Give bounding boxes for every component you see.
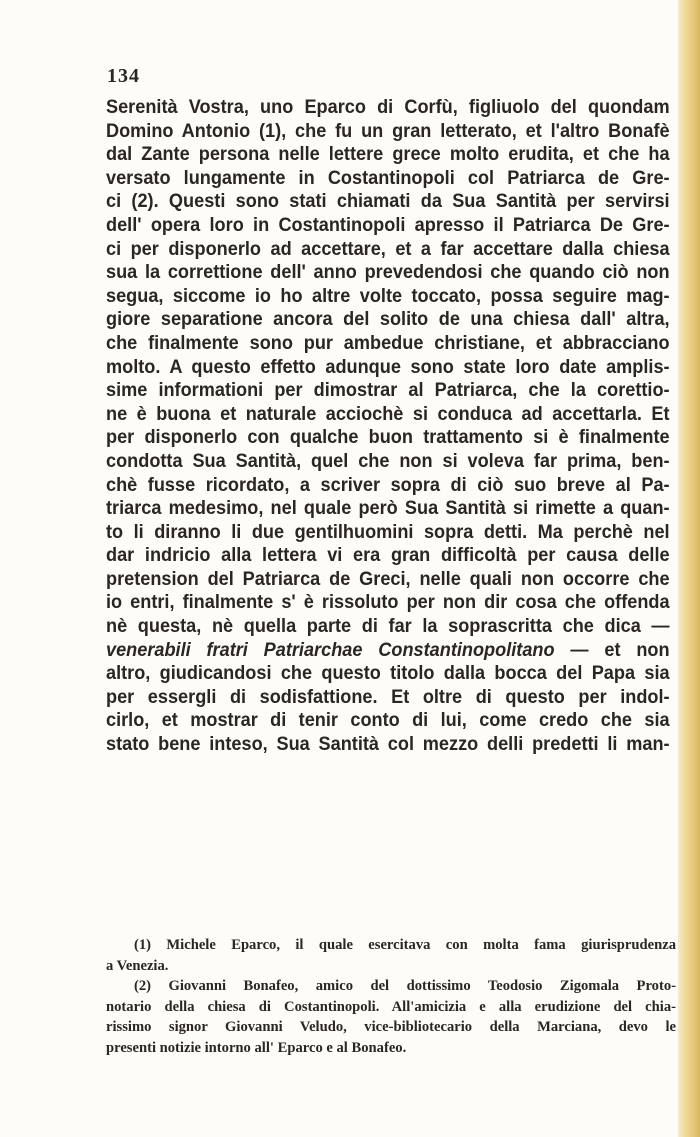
footnote-2-line: presenti notizie intorno all' Eparco e al Bonafeo. [106, 1039, 407, 1056]
text-line-with-italic [106, 639, 670, 663]
salutation-rest: — et non [554, 638, 670, 661]
text-line: ci (2). Questi sono stati chiamati da Sua Santità per servirsi [106, 190, 670, 213]
page-number: 134 [107, 65, 140, 87]
text-line: io entri, finalmente s' è rissoluto per non dir cosa che offenda [106, 591, 670, 614]
text-line: pretension del Patriarca de Greci, nelle quali non occorre che [106, 567, 670, 590]
text-line: che finalmente sono pur ambedue christiane, et abbracciano [106, 331, 670, 354]
text-line: molto. A questo effetto adunque sono state loro date amplis- [106, 355, 670, 378]
body-text [106, 96, 670, 757]
italic-salutation: venerabili fratri Patriarchae Constantinopolitano [106, 638, 555, 661]
footnote-1-line: a Venezia. [106, 957, 169, 974]
text-line: sua la correttione dell' anno prevedendosi che quando ciò non [106, 261, 670, 284]
page-edge [678, 0, 700, 1137]
text-line: ne è buona et naturale acciochè si conduca ad accettarla. Et [106, 402, 670, 425]
text-line: ci per disponerlo ad accettare, et a far accettare dalla chiesa [106, 237, 670, 260]
text-line: nè questa, nè quella parte di far la soprascritta che dica — [106, 615, 670, 638]
text-line: triarca medesimo, nel quale però Sua Santità si rimette a quan- [106, 497, 670, 520]
text-line: chè fusse ricordato, a scriver sopra di ciò suo breve al Pa- [106, 473, 670, 496]
footnote-2-line: rissimo signor Giovanni Veludo, vice-bibliotecario della Marciana, devo le [106, 1019, 676, 1036]
text-line: dal Zante persona nelle lettere grece molto erudita, et che ha [106, 143, 670, 166]
text-line: sime informationi per dimostrar al Patriarca, che la corettio- [106, 379, 670, 402]
footnote-2-line: (2) Giovanni Bonafeo, amico del dottissimo Teodosio Zigomala Proto- [134, 978, 676, 995]
text-line: to li diranno li due gentilhuomini sopra detti. Ma perchè nel [106, 520, 670, 543]
text-line: dell' opera loro in Costantinopoli apresso il Patriarca De Gre- [106, 213, 670, 236]
text-line: versato lungamente in Costantinopoli col Patriarca de Gre- [106, 166, 670, 189]
text-line: Domino Antonio (1), che fu un gran letterato, et l'altro Bonafè [106, 119, 670, 142]
text-line: per disponerlo con qualche buon trattamento si è finalmente [106, 426, 670, 449]
text-line: stato bene inteso, Sua Santità col mezzo delli predetti li man- [106, 733, 670, 756]
text-line: Serenità Vostra, uno Eparco di Corfù, figliuolo del quondam [106, 96, 670, 118]
text-line: segua, siccome io ho altre volte toccato, possa seguire mag- [106, 284, 670, 307]
text-line: per essergli di sodisfattione. Et oltre di questo per indol- [106, 685, 670, 708]
text-line: altro, giudicandosi che questo titolo dalla bocca del Papa sia [106, 662, 670, 685]
footnote-2-line: notario della chiesa di Costantinopoli. All'amicizia e alla erudizione del chia- [106, 998, 676, 1015]
text-line: giore separatione ancora del solito de una chiesa dall' altra, [106, 308, 670, 331]
text-line: dar indricio alla lettera vi era gran difficoltà per causa delle [106, 544, 670, 567]
text-line: condotta Sua Santità, quel che non si voleva far prima, ben- [106, 449, 670, 472]
footnotes [106, 935, 676, 1059]
text-line: cirlo, et mostrar di tenir conto di lui, come credo che sia [106, 709, 670, 732]
footnote-1-line: (1) Michele Eparco, il quale esercitava con molta fama giurisprudenza [134, 937, 676, 953]
